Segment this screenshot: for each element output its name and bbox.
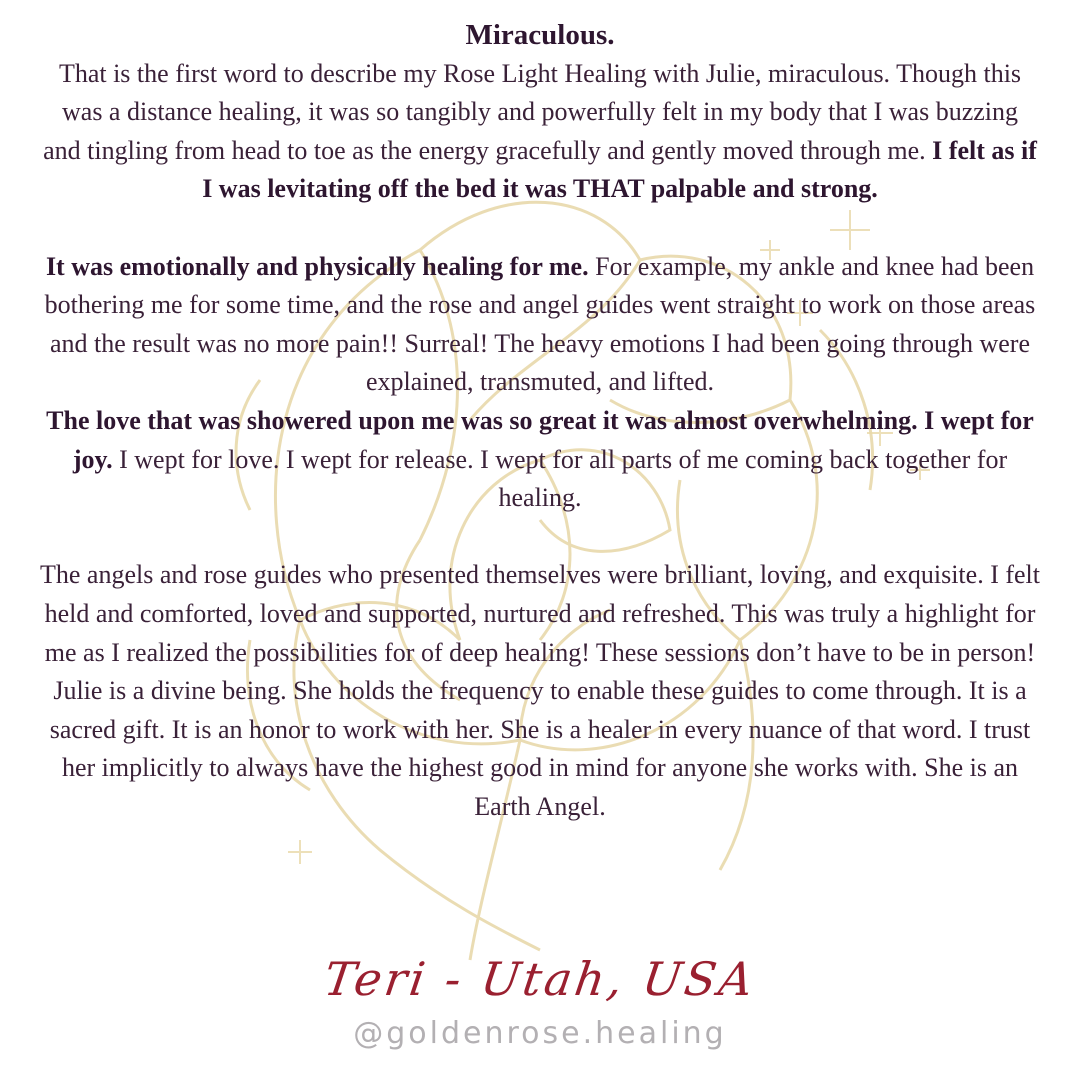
paragraph-1-bold: I felt as if I was levitating off the bed it was THAT palpable and strong. (202, 135, 1037, 204)
paragraph-5: Julie is a divine being. She holds the frequency to enable these guides to come through. It is a sacred gift. It is an honor to work with her. She is a healer in every nuance of that word. I trust her implicitly to always have the highest good in mind for anyone she works with. She is an Earth Angel. (49, 676, 1031, 821)
paragraph-2-text: For example, my ankle and knee had been bothering me for some time, and the rose and angel guides went straight to work on those areas and the result was no more pain!! Surreal! The heavy emotions I had been going through were explained, transmuted, and lifted. (44, 251, 1036, 397)
paragraph-4: The angels and rose guides who presented themselves were brilliant, loving, and exquisite. I felt held and comforted, loved and supported, nurtured and refreshed. This was truly a highlight for me as I realized the possibilities for of deep healing! These sessions don’t have to be in person! (40, 560, 1040, 667)
paragraph-2 (40, 248, 1040, 402)
social-handle: @goldenrose.healing (353, 1016, 727, 1051)
paragraph-3 (40, 402, 1040, 518)
heading: Miraculous. (465, 19, 615, 51)
paragraph-gap (40, 518, 1040, 557)
paragraph-3-text: I wept for love. I wept for release. I wept for all parts of me coming back together for healing. (112, 444, 1008, 513)
paragraph-1-text: That is the first word to describe my Rose Light Healing with Julie, miraculous. Though this was a distance healing, it was so tangibly and powerfully felt in my body that I was buzzing and tingling from head to toe as the energy gracefully and gently moved through me. (43, 58, 1022, 165)
paragraph-2-bold: It was emotionally and physically healing for me. (45, 251, 589, 281)
paragraph-3-bold: The love that was showered upon me was so great it was almost overwhelming. I wept for joy. (46, 405, 1034, 474)
signature: Teri - Utah, USA (320, 952, 760, 1006)
testimonial-text (40, 16, 1040, 826)
paragraph-1 (40, 55, 1040, 209)
paragraph-gap (40, 209, 1040, 248)
